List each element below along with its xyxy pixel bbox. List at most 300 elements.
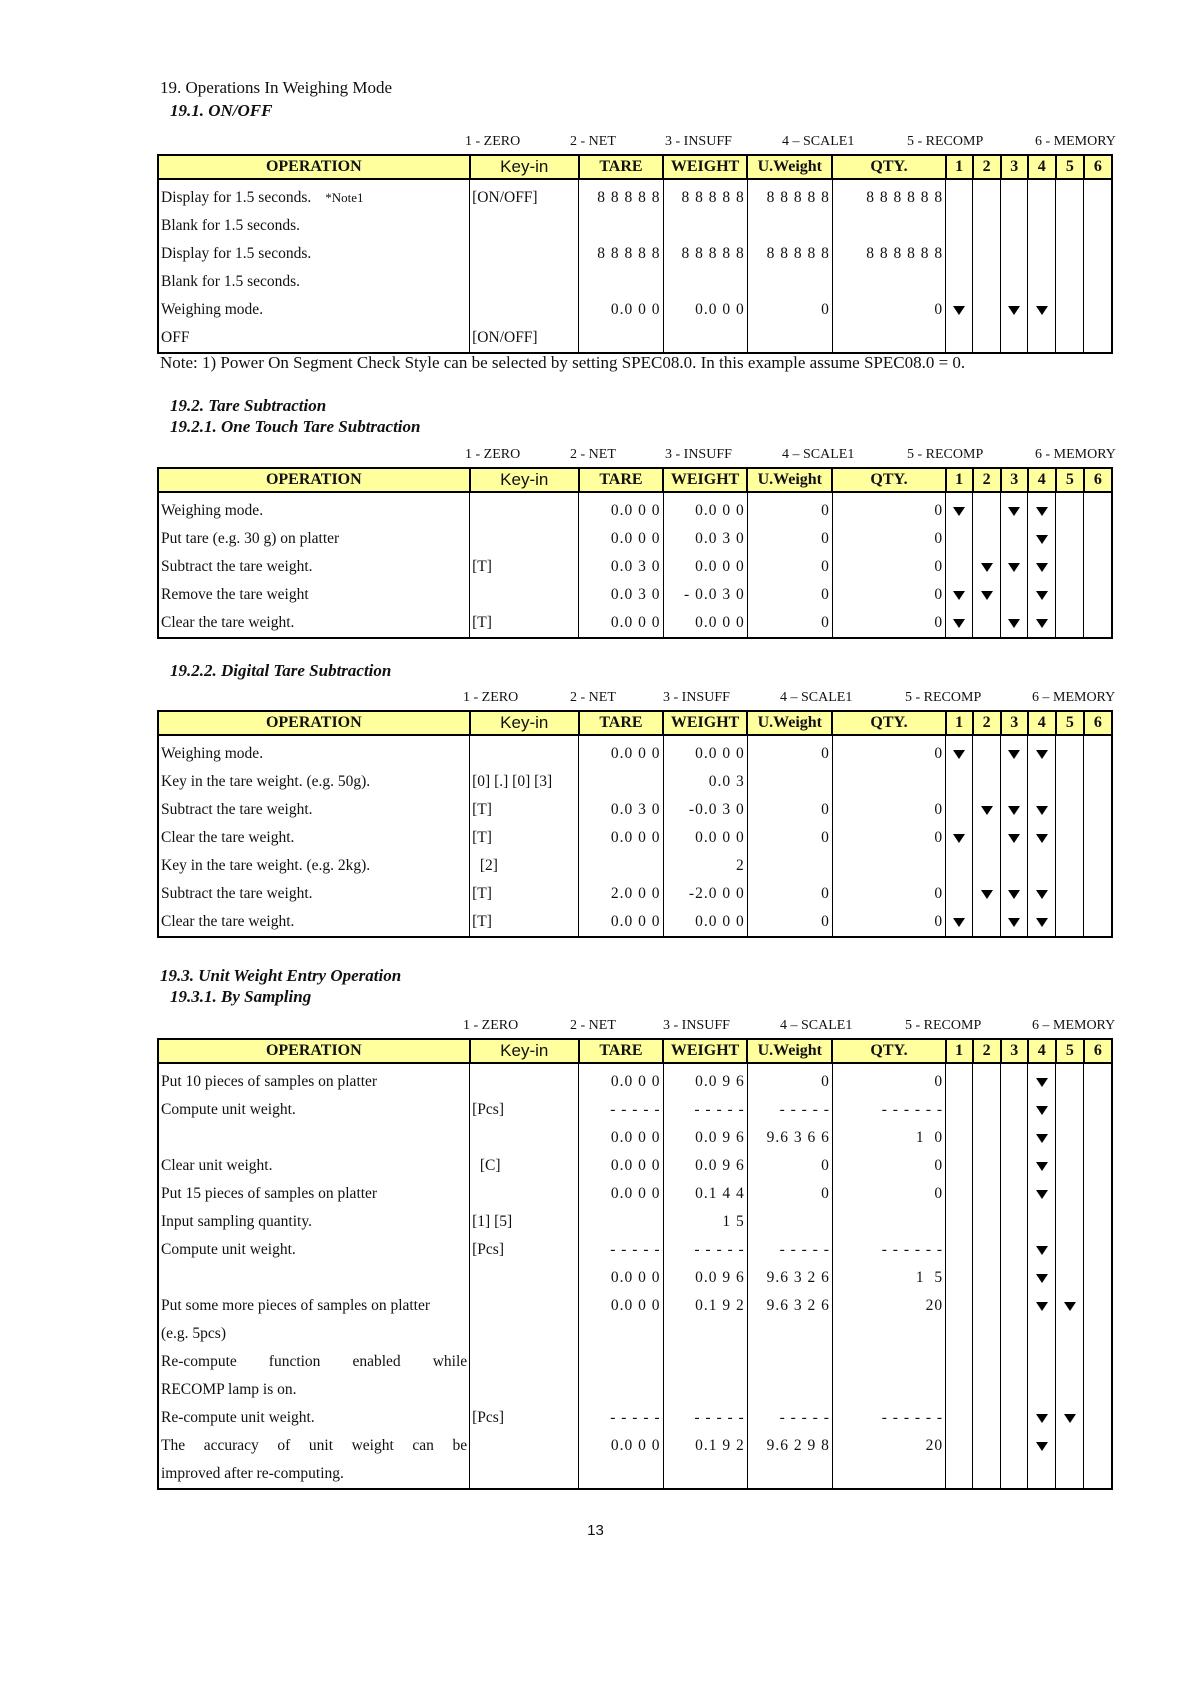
key-in-cell: [C] [470, 1152, 579, 1180]
indicator-cell [1001, 1432, 1028, 1460]
indicator-cell [946, 324, 973, 353]
tare-cell [579, 1208, 663, 1236]
indicator-cell [1056, 179, 1084, 212]
weight-cell [663, 268, 747, 296]
weight-cell [663, 212, 747, 240]
indicator-cell [1084, 212, 1112, 240]
indicator-cell [1001, 768, 1028, 796]
indicator-cell [1001, 1264, 1028, 1292]
uw-cell: 0 [747, 296, 832, 324]
weight-cell [663, 1320, 747, 1348]
table-row [158, 179, 1112, 212]
qty-cell: 0 [832, 553, 945, 581]
indicator-cell [973, 735, 1001, 768]
column-header: Key-in [470, 155, 579, 179]
indicator-cell [1028, 1063, 1056, 1096]
indicator-cell [1028, 296, 1056, 324]
tare-cell: 0.0 0 0 [579, 609, 663, 638]
indicator-cell [1001, 179, 1028, 212]
indicator-cell [946, 1264, 973, 1292]
uw-cell: 0 [747, 581, 832, 609]
indicator-cell [1028, 553, 1056, 581]
indicator-cell [1028, 796, 1056, 824]
weight-cell: 0.0 3 0 [663, 525, 747, 553]
weight-cell: - 0.0 3 0 [663, 581, 747, 609]
triangle-down-icon [1036, 507, 1048, 516]
table-row [158, 212, 1112, 240]
key-in-cell [470, 212, 579, 240]
triangle-down-icon [1036, 806, 1048, 815]
column-header: 2 [973, 1039, 1001, 1063]
legend-item: 5 - RECOMP [905, 1018, 982, 1033]
indicator-cell [946, 1096, 973, 1124]
table-row [158, 609, 1112, 638]
indicator-cell [1056, 553, 1084, 581]
indicator-cell [1001, 1292, 1028, 1320]
column-header: OPERATION [158, 468, 470, 492]
triangle-down-icon [1064, 1414, 1076, 1423]
indicator-cell [946, 492, 973, 525]
tare-cell: 0.0 0 0 [579, 296, 663, 324]
indicator-cell [973, 1432, 1001, 1460]
column-header: U.Weight [747, 711, 832, 735]
uw-cell [747, 212, 832, 240]
indicator-cell [946, 1292, 973, 1320]
indicator-cell [973, 1152, 1001, 1180]
qty-cell [832, 268, 945, 296]
operation-cell [158, 1124, 470, 1152]
column-header: QTY. [832, 155, 945, 179]
triangle-down-icon [1036, 306, 1048, 315]
triangle-down-icon [1008, 918, 1020, 927]
operation-cell [158, 768, 470, 796]
operation-text: Put some more pieces of samples on platter [161, 1297, 431, 1314]
qty-cell [832, 852, 945, 880]
indicator-cell [1056, 735, 1084, 768]
triangle-down-icon [1036, 1106, 1048, 1115]
column-header: 4 [1028, 468, 1056, 492]
operation-text: Put tare (e.g. 30 g) on platter [161, 530, 340, 547]
triangle-down-icon [1064, 1302, 1076, 1311]
triangle-down-icon [1036, 1078, 1048, 1087]
key-in-cell: [T] [470, 796, 579, 824]
qty-cell: 1 0 [832, 1124, 945, 1152]
indicator-cell [1084, 824, 1112, 852]
column-header: 5 [1056, 155, 1084, 179]
column-header: TARE [579, 468, 663, 492]
indicator-cell [1001, 553, 1028, 581]
key-in-cell: [ON/OFF] [470, 179, 579, 212]
weight-cell: 2 [663, 852, 747, 880]
tare-cell [579, 1460, 663, 1489]
column-header: TARE [579, 711, 663, 735]
indicator-cell [1056, 768, 1084, 796]
indicator-cell [946, 296, 973, 324]
table-row [158, 1460, 1112, 1489]
operation-cell [158, 1376, 470, 1404]
indicator-cell [1001, 796, 1028, 824]
key-in-cell: [T] [470, 908, 579, 937]
key-in-cell [470, 735, 579, 768]
uw-cell: 8 8 8 8 8 [747, 240, 832, 268]
indicator-cell [973, 880, 1001, 908]
key-in-cell [470, 1348, 579, 1376]
qty-cell [832, 1376, 945, 1404]
tare-cell: 0.0 0 0 [579, 1264, 663, 1292]
indicator-cell [1084, 296, 1112, 324]
column-header: 1 [946, 711, 973, 735]
weight-cell: 0.0 9 6 [663, 1063, 747, 1096]
tare-cell: 2.0 0 0 [579, 880, 663, 908]
indicator-cell [946, 1432, 973, 1460]
note-marker: *Note1 [325, 190, 364, 205]
operation-text: Put 10 pieces of samples on platter [161, 1073, 378, 1090]
tare-cell: 0.0 0 0 [579, 1292, 663, 1320]
tare-cell: 0.0 0 0 [579, 1124, 663, 1152]
indicator-cell [973, 1063, 1001, 1096]
qty-cell: 0 [832, 908, 945, 937]
operation-cell [158, 1096, 470, 1124]
indicator-cell [1084, 1096, 1112, 1124]
sampling-table [157, 1038, 1113, 1490]
operation-cell [158, 1063, 470, 1096]
table-row [158, 1208, 1112, 1236]
operation-cell [158, 212, 470, 240]
key-in-cell [470, 268, 579, 296]
indicator-cell [1028, 1292, 1056, 1320]
indicator-cell [1056, 1292, 1084, 1320]
table-row [158, 1124, 1112, 1152]
indicator-cell [1028, 880, 1056, 908]
uw-cell: 0 [747, 525, 832, 553]
tare-cell: 0.0 0 0 [579, 1063, 663, 1096]
indicator-cell [946, 553, 973, 581]
indicator-cell [1001, 1460, 1028, 1489]
tare-cell: 0.0 0 0 [579, 1152, 663, 1180]
uw-cell: - - - - - [747, 1236, 832, 1264]
indicator-cell [946, 525, 973, 553]
triangle-down-icon [1036, 1274, 1048, 1283]
tare-cell: 8 8 8 8 8 [579, 240, 663, 268]
operation-cell [158, 1264, 470, 1292]
operation-cell [158, 324, 470, 353]
indicator-cell [1056, 1320, 1084, 1348]
qty-cell [832, 1320, 945, 1348]
table-row [158, 1348, 1112, 1376]
operation-text: Subtract the tare weight. [161, 801, 313, 818]
indicator-cell [1028, 324, 1056, 353]
indicator-cell [973, 1236, 1001, 1264]
key-in-cell [470, 1124, 579, 1152]
weight-cell: 0.0 0 0 [663, 735, 747, 768]
indicator-cell [973, 796, 1001, 824]
indicator-cell [946, 1124, 973, 1152]
indicator-cell [1084, 1180, 1112, 1208]
triangle-down-icon [1036, 918, 1048, 927]
indicator-cell [1028, 908, 1056, 937]
triangle-down-icon [1008, 563, 1020, 572]
triangle-down-icon [1008, 834, 1020, 843]
indicator-cell [1001, 1404, 1028, 1432]
table-row [158, 1180, 1112, 1208]
indicator-cell [1084, 1404, 1112, 1432]
indicator-cell [946, 852, 973, 880]
operation-cell [158, 1432, 470, 1460]
operation-cell [158, 609, 470, 638]
indicator-cell [946, 609, 973, 638]
key-in-cell: [Pcs] [470, 1236, 579, 1264]
tare-cell [579, 212, 663, 240]
indicator-cell [1001, 581, 1028, 609]
qty-cell: 20 [832, 1292, 945, 1320]
indicator-cell [946, 581, 973, 609]
operation-text: Weighing mode. [161, 301, 264, 318]
tare-cell: 0.0 0 0 [579, 824, 663, 852]
weight-cell: 0.0 9 6 [663, 1152, 747, 1180]
triangle-down-icon [1036, 890, 1048, 899]
weight-cell [663, 324, 747, 353]
indicator-cell [1056, 212, 1084, 240]
indicator-cell [946, 1404, 973, 1432]
tare-cell [579, 1348, 663, 1376]
triangle-down-icon [1036, 1134, 1048, 1143]
operation-text: Subtract the tare weight. [161, 558, 313, 575]
triangle-down-icon [1036, 1302, 1048, 1311]
indicator-cell [973, 324, 1001, 353]
legend-item: 3 - INSUFF [663, 690, 730, 705]
operation-cell [158, 1236, 470, 1264]
table-row [158, 880, 1112, 908]
legend-item: 4 – SCALE1 [780, 1018, 853, 1033]
indicator-cell [1028, 1180, 1056, 1208]
indicator-cell [1084, 492, 1112, 525]
weight-cell: 8 8 8 8 8 [663, 240, 747, 268]
indicator-cell [1001, 1096, 1028, 1124]
table-row [158, 824, 1112, 852]
table-row [158, 735, 1112, 768]
indicator-cell [1001, 1320, 1028, 1348]
legend-item: 2 - NET [570, 690, 616, 705]
legend-item: 1 - ZERO [465, 134, 521, 149]
operation-cell [158, 525, 470, 553]
qty-cell: 1 5 [832, 1264, 945, 1292]
uw-cell [747, 1320, 832, 1348]
operation-text: Weighing mode. [161, 745, 264, 762]
column-header: Key-in [470, 1039, 579, 1063]
operation-text: Clear the tare weight. [161, 829, 295, 846]
column-header: QTY. [832, 468, 945, 492]
table-row [158, 852, 1112, 880]
indicator-cell [973, 768, 1001, 796]
operation-cell [158, 1460, 470, 1489]
operation-cell [158, 1152, 470, 1180]
operation-cell [158, 908, 470, 937]
qty-cell: 0 [832, 492, 945, 525]
operation-text: Clear the tare weight. [161, 614, 295, 631]
operation-text: Remove the tare weight [161, 586, 309, 603]
subsection-title-onoff: 19.1. ON/OFF [170, 101, 273, 120]
operation-text: Key in the tare weight. (e.g. 50g). [161, 773, 371, 790]
indicator-cell [1056, 908, 1084, 937]
uw-cell: 0 [747, 1063, 832, 1096]
operation-text: Input sampling quantity. [161, 1213, 312, 1230]
indicator-cell [1084, 525, 1112, 553]
indicator-cell [1001, 852, 1028, 880]
legend-item: 5 - RECOMP [905, 690, 982, 705]
indicator-cell [973, 1124, 1001, 1152]
indicator-cell [1001, 268, 1028, 296]
qty-cell: - - - - - - [832, 1096, 945, 1124]
qty-cell [832, 768, 945, 796]
key-in-cell [470, 240, 579, 268]
legend-item: 6 – MEMORY [1032, 690, 1116, 705]
uw-cell: 9.6 3 6 6 [747, 1124, 832, 1152]
legend-item: 3 - INSUFF [665, 447, 732, 462]
operation-cell [158, 296, 470, 324]
indicator-cell [1028, 179, 1056, 212]
operation-cell [158, 852, 470, 880]
indicator-cell [973, 1096, 1001, 1124]
column-header: OPERATION [158, 155, 470, 179]
indicator-cell [1084, 1292, 1112, 1320]
weight-cell: -2.0 0 0 [663, 880, 747, 908]
triangle-down-icon [1008, 507, 1020, 516]
indicator-cell [946, 908, 973, 937]
uw-cell [747, 852, 832, 880]
indicator-cell [1084, 1460, 1112, 1489]
qty-cell [832, 1208, 945, 1236]
indicator-cell [1084, 1152, 1112, 1180]
indicator-cell [1028, 268, 1056, 296]
operation-text: OFF [161, 329, 190, 346]
indicator-cell [1028, 1096, 1056, 1124]
indicator-legend [160, 134, 1128, 152]
legend-item: 2 - NET [570, 447, 616, 462]
operation-text: Subtract the tare weight. [161, 885, 313, 902]
key-in-cell: [1] [5] [470, 1208, 579, 1236]
operation-text: Compute unit weight. [161, 1101, 296, 1118]
operation-cell [158, 268, 470, 296]
indicator-cell [1028, 824, 1056, 852]
indicator-legend [160, 1018, 1128, 1036]
triangle-down-icon [1036, 1246, 1048, 1255]
tare-cell: 0.0 3 0 [579, 796, 663, 824]
triangle-down-icon [1008, 619, 1020, 628]
indicator-cell [946, 1320, 973, 1348]
operation-text: Blank for 1.5 seconds. [161, 273, 301, 290]
operation-cell [158, 553, 470, 581]
column-header: U.Weight [747, 1039, 832, 1063]
tare-cell: 0.0 3 0 [579, 553, 663, 581]
uw-cell [747, 768, 832, 796]
subsection-title-unit-weight: 19.3. Unit Weight Entry Operation [160, 966, 402, 985]
operation-cell [158, 880, 470, 908]
column-header: 6 [1084, 468, 1112, 492]
operation-cell [158, 1180, 470, 1208]
weight-cell: 0.0 0 0 [663, 296, 747, 324]
indicator-cell [946, 1348, 973, 1376]
tare-cell: 0.0 0 0 [579, 1432, 663, 1460]
indicator-cell [1056, 492, 1084, 525]
tare-cell [579, 324, 663, 353]
indicator-cell [973, 1180, 1001, 1208]
triangle-down-icon [1036, 1162, 1048, 1171]
operation-cell [158, 492, 470, 525]
operation-text: Clear unit weight. [161, 1157, 273, 1174]
uw-cell [747, 1460, 832, 1489]
triangle-down-icon [1036, 750, 1048, 759]
indicator-cell [1028, 581, 1056, 609]
uw-cell: 0 [747, 609, 832, 638]
indicator-cell [946, 1376, 973, 1404]
table-row [158, 1404, 1112, 1432]
triangle-down-icon [1036, 1190, 1048, 1199]
column-header: QTY. [832, 711, 945, 735]
table-row [158, 908, 1112, 937]
note-text: Note: 1) Power On Segment Check Style can be selected by setting SPEC08.0. In this example assume SPEC08.0 = 0. [160, 353, 966, 372]
operation-text: Display for 1.5 seconds. [161, 189, 312, 206]
table-row [158, 324, 1112, 353]
legend-item: 2 - NET [570, 1018, 616, 1033]
uw-cell [747, 1348, 832, 1376]
key-in-cell [470, 1376, 579, 1404]
indicator-cell [1001, 1208, 1028, 1236]
qty-cell: - - - - - - [832, 1404, 945, 1432]
key-in-cell: [T] [470, 609, 579, 638]
legend-item: 1 - ZERO [463, 1018, 519, 1033]
table-row [158, 1292, 1112, 1320]
weight-cell: - - - - - [663, 1236, 747, 1264]
column-header: 6 [1084, 155, 1112, 179]
indicator-cell [1001, 525, 1028, 553]
table-row [158, 296, 1112, 324]
indicator-legend [160, 447, 1128, 465]
qty-cell: 0 [832, 824, 945, 852]
indicator-cell [1084, 1236, 1112, 1264]
qty-cell: 0 [832, 1063, 945, 1096]
indicator-cell [1028, 212, 1056, 240]
weight-cell: 0.1 9 2 [663, 1432, 747, 1460]
weight-cell: 0.0 0 0 [663, 824, 747, 852]
indicator-cell [1056, 268, 1084, 296]
qty-cell [832, 1460, 945, 1489]
weight-cell: 0.0 0 0 [663, 553, 747, 581]
operation-cell [158, 1292, 470, 1320]
column-header: Key-in [470, 711, 579, 735]
indicator-cell [1056, 1348, 1084, 1376]
uw-cell: 0 [747, 1180, 832, 1208]
uw-cell: 0 [747, 824, 832, 852]
key-in-cell [470, 1180, 579, 1208]
indicator-cell [1056, 880, 1084, 908]
indicator-cell [1028, 1348, 1056, 1376]
table-row [158, 1264, 1112, 1292]
indicator-cell [946, 268, 973, 296]
indicator-cell [1028, 1236, 1056, 1264]
key-in-cell [470, 492, 579, 525]
column-header: TARE [579, 1039, 663, 1063]
indicator-cell [1001, 1063, 1028, 1096]
column-header: WEIGHT [663, 468, 747, 492]
indicator-cell [1028, 240, 1056, 268]
table-row [158, 1376, 1112, 1404]
operation-cell [158, 796, 470, 824]
operation-text: Compute unit weight. [161, 1241, 296, 1258]
operation-text: Re-compute function enabled while [161, 1353, 468, 1370]
indicator-cell [1001, 492, 1028, 525]
indicator-cell [946, 1208, 973, 1236]
subsection-title-digital: 19.2.2. Digital Tare Subtraction [170, 661, 392, 680]
